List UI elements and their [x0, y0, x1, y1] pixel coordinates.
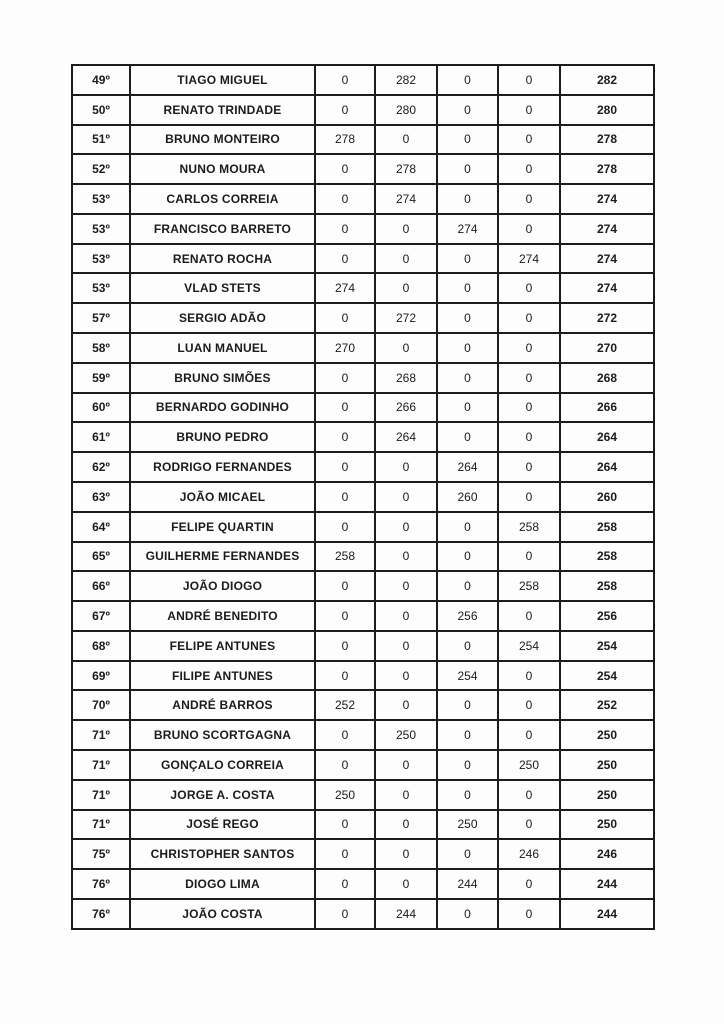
- rank-cell: 61º: [72, 422, 130, 452]
- score-4-cell: 0: [498, 601, 560, 631]
- total-cell: 258: [560, 542, 654, 572]
- table-row: [72, 125, 654, 155]
- score-2-cell: 0: [375, 452, 437, 482]
- table-row: [72, 422, 654, 452]
- score-3-cell: 0: [437, 631, 498, 661]
- score-2-cell: 282: [375, 65, 437, 95]
- score-1-cell: 0: [315, 422, 375, 452]
- score-1-cell: 0: [315, 661, 375, 691]
- score-2-cell: 0: [375, 810, 437, 840]
- score-3-cell: 0: [437, 780, 498, 810]
- score-4-cell: 0: [498, 393, 560, 423]
- score-1-cell: 0: [315, 750, 375, 780]
- score-2-cell: 0: [375, 780, 437, 810]
- ranking-table-body: [72, 65, 654, 929]
- name-cell: BRUNO PEDRO: [130, 422, 315, 452]
- score-4-cell: 0: [498, 542, 560, 572]
- score-3-cell: 0: [437, 65, 498, 95]
- score-1-cell: 0: [315, 631, 375, 661]
- table-row: [72, 452, 654, 482]
- table-row: [72, 542, 654, 572]
- rank-cell: 53º: [72, 244, 130, 274]
- score-1-cell: 0: [315, 452, 375, 482]
- rank-cell: 66º: [72, 571, 130, 601]
- score-1-cell: 0: [315, 303, 375, 333]
- table-row: [72, 780, 654, 810]
- score-3-cell: 0: [437, 720, 498, 750]
- rank-cell: 52º: [72, 154, 130, 184]
- rank-cell: 64º: [72, 512, 130, 542]
- score-2-cell: 0: [375, 839, 437, 869]
- score-4-cell: 0: [498, 720, 560, 750]
- score-2-cell: 0: [375, 750, 437, 780]
- name-cell: RODRIGO FERNANDES: [130, 452, 315, 482]
- score-3-cell: 0: [437, 750, 498, 780]
- score-1-cell: 0: [315, 571, 375, 601]
- total-cell: 278: [560, 154, 654, 184]
- score-3-cell: 0: [437, 244, 498, 274]
- score-2-cell: 0: [375, 482, 437, 512]
- score-4-cell: 258: [498, 571, 560, 601]
- score-4-cell: 0: [498, 452, 560, 482]
- score-3-cell: 0: [437, 303, 498, 333]
- name-cell: BRUNO MONTEIRO: [130, 125, 315, 155]
- rank-cell: 58º: [72, 333, 130, 363]
- total-cell: 274: [560, 244, 654, 274]
- name-cell: GONÇALO CORREIA: [130, 750, 315, 780]
- total-cell: 250: [560, 720, 654, 750]
- score-4-cell: 0: [498, 65, 560, 95]
- name-cell: FELIPE ANTUNES: [130, 631, 315, 661]
- name-cell: FRANCISCO BARRETO: [130, 214, 315, 244]
- rank-cell: 59º: [72, 363, 130, 393]
- name-cell: ANDRÉ BENEDITO: [130, 601, 315, 631]
- score-4-cell: 0: [498, 273, 560, 303]
- score-1-cell: 270: [315, 333, 375, 363]
- table-row: [72, 363, 654, 393]
- rank-cell: 75º: [72, 839, 130, 869]
- rank-cell: 71º: [72, 780, 130, 810]
- score-4-cell: 0: [498, 154, 560, 184]
- total-cell: 254: [560, 631, 654, 661]
- score-2-cell: 0: [375, 512, 437, 542]
- score-4-cell: 0: [498, 95, 560, 125]
- score-2-cell: 0: [375, 631, 437, 661]
- score-2-cell: 0: [375, 333, 437, 363]
- total-cell: 266: [560, 393, 654, 423]
- total-cell: 254: [560, 661, 654, 691]
- score-2-cell: 250: [375, 720, 437, 750]
- name-cell: FELIPE QUARTIN: [130, 512, 315, 542]
- total-cell: 252: [560, 690, 654, 720]
- name-cell: DIOGO LIMA: [130, 869, 315, 899]
- score-4-cell: 0: [498, 661, 560, 691]
- score-2-cell: 0: [375, 273, 437, 303]
- name-cell: RENATO TRINDADE: [130, 95, 315, 125]
- total-cell: 244: [560, 869, 654, 899]
- total-cell: 272: [560, 303, 654, 333]
- total-cell: 250: [560, 810, 654, 840]
- score-1-cell: 0: [315, 95, 375, 125]
- ranking-table: [71, 64, 655, 930]
- score-1-cell: 0: [315, 512, 375, 542]
- score-2-cell: 0: [375, 244, 437, 274]
- name-cell: NUNO MOURA: [130, 154, 315, 184]
- score-3-cell: 254: [437, 661, 498, 691]
- total-cell: 246: [560, 839, 654, 869]
- score-2-cell: 0: [375, 869, 437, 899]
- table-row: [72, 95, 654, 125]
- table-row: [72, 333, 654, 363]
- rank-cell: 62º: [72, 452, 130, 482]
- score-4-cell: 0: [498, 422, 560, 452]
- name-cell: JOÃO DIOGO: [130, 571, 315, 601]
- total-cell: 258: [560, 571, 654, 601]
- total-cell: 244: [560, 899, 654, 929]
- score-4-cell: 0: [498, 214, 560, 244]
- rank-cell: 67º: [72, 601, 130, 631]
- rank-cell: 57º: [72, 303, 130, 333]
- score-1-cell: 0: [315, 154, 375, 184]
- score-2-cell: 278: [375, 154, 437, 184]
- score-3-cell: 0: [437, 273, 498, 303]
- rank-cell: 53º: [72, 184, 130, 214]
- total-cell: 278: [560, 125, 654, 155]
- table-row: [72, 720, 654, 750]
- table-row: [72, 899, 654, 929]
- table-row: [72, 810, 654, 840]
- score-4-cell: 0: [498, 125, 560, 155]
- score-4-cell: 0: [498, 482, 560, 512]
- rank-cell: 69º: [72, 661, 130, 691]
- name-cell: JOÃO COSTA: [130, 899, 315, 929]
- score-1-cell: 274: [315, 273, 375, 303]
- rank-cell: 51º: [72, 125, 130, 155]
- score-1-cell: 0: [315, 810, 375, 840]
- total-cell: 260: [560, 482, 654, 512]
- score-2-cell: 0: [375, 214, 437, 244]
- score-3-cell: 0: [437, 154, 498, 184]
- name-cell: RENATO ROCHA: [130, 244, 315, 274]
- rank-cell: 49º: [72, 65, 130, 95]
- total-cell: 280: [560, 95, 654, 125]
- rank-cell: 68º: [72, 631, 130, 661]
- score-1-cell: 278: [315, 125, 375, 155]
- rank-cell: 71º: [72, 720, 130, 750]
- score-3-cell: 256: [437, 601, 498, 631]
- total-cell: 264: [560, 422, 654, 452]
- rank-cell: 53º: [72, 214, 130, 244]
- score-3-cell: 264: [437, 452, 498, 482]
- name-cell: JOSÉ REGO: [130, 810, 315, 840]
- rank-cell: 53º: [72, 273, 130, 303]
- name-cell: BRUNO SCORTGAGNA: [130, 720, 315, 750]
- table-row: [72, 273, 654, 303]
- score-3-cell: 0: [437, 422, 498, 452]
- score-1-cell: 0: [315, 482, 375, 512]
- name-cell: CARLOS CORREIA: [130, 184, 315, 214]
- total-cell: 274: [560, 273, 654, 303]
- score-4-cell: 0: [498, 303, 560, 333]
- score-2-cell: 0: [375, 571, 437, 601]
- score-1-cell: 0: [315, 363, 375, 393]
- total-cell: 274: [560, 214, 654, 244]
- total-cell: 274: [560, 184, 654, 214]
- table-row: [72, 869, 654, 899]
- score-3-cell: 0: [437, 393, 498, 423]
- score-3-cell: 250: [437, 810, 498, 840]
- name-cell: FILIPE ANTUNES: [130, 661, 315, 691]
- score-4-cell: 0: [498, 780, 560, 810]
- score-4-cell: 250: [498, 750, 560, 780]
- score-1-cell: 0: [315, 601, 375, 631]
- score-4-cell: 258: [498, 512, 560, 542]
- rank-cell: 76º: [72, 869, 130, 899]
- table-row: [72, 393, 654, 423]
- score-3-cell: 274: [437, 214, 498, 244]
- score-2-cell: 266: [375, 393, 437, 423]
- score-2-cell: 280: [375, 95, 437, 125]
- total-cell: 250: [560, 750, 654, 780]
- score-1-cell: 0: [315, 720, 375, 750]
- score-3-cell: 260: [437, 482, 498, 512]
- name-cell: JOÃO MICAEL: [130, 482, 315, 512]
- score-1-cell: 258: [315, 542, 375, 572]
- table-row: [72, 601, 654, 631]
- score-3-cell: 0: [437, 899, 498, 929]
- score-3-cell: 0: [437, 690, 498, 720]
- score-3-cell: 0: [437, 95, 498, 125]
- score-3-cell: 0: [437, 839, 498, 869]
- table-row: [72, 839, 654, 869]
- score-4-cell: 0: [498, 869, 560, 899]
- score-1-cell: 250: [315, 780, 375, 810]
- score-2-cell: 244: [375, 899, 437, 929]
- score-2-cell: 0: [375, 661, 437, 691]
- score-1-cell: 252: [315, 690, 375, 720]
- rank-cell: 50º: [72, 95, 130, 125]
- score-2-cell: 0: [375, 542, 437, 572]
- table-row: [72, 184, 654, 214]
- score-2-cell: 0: [375, 125, 437, 155]
- rank-cell: 60º: [72, 393, 130, 423]
- rank-cell: 63º: [72, 482, 130, 512]
- total-cell: 270: [560, 333, 654, 363]
- total-cell: 264: [560, 452, 654, 482]
- score-1-cell: 0: [315, 184, 375, 214]
- table-row: [72, 571, 654, 601]
- table-row: [72, 750, 654, 780]
- rank-cell: 76º: [72, 899, 130, 929]
- rank-cell: 70º: [72, 690, 130, 720]
- name-cell: GUILHERME FERNANDES: [130, 542, 315, 572]
- score-1-cell: 0: [315, 869, 375, 899]
- score-1-cell: 0: [315, 899, 375, 929]
- name-cell: SERGIO ADÃO: [130, 303, 315, 333]
- score-4-cell: 0: [498, 333, 560, 363]
- name-cell: CHRISTOPHER SANTOS: [130, 839, 315, 869]
- table-row: [72, 214, 654, 244]
- score-4-cell: 0: [498, 810, 560, 840]
- rank-cell: 71º: [72, 750, 130, 780]
- name-cell: VLAD STETS: [130, 273, 315, 303]
- name-cell: ANDRÉ BARROS: [130, 690, 315, 720]
- score-3-cell: 0: [437, 512, 498, 542]
- score-3-cell: 0: [437, 333, 498, 363]
- score-1-cell: 0: [315, 244, 375, 274]
- table-row: [72, 690, 654, 720]
- name-cell: JORGE A. COSTA: [130, 780, 315, 810]
- score-1-cell: 0: [315, 65, 375, 95]
- score-4-cell: 0: [498, 899, 560, 929]
- score-3-cell: 0: [437, 363, 498, 393]
- score-4-cell: 254: [498, 631, 560, 661]
- score-1-cell: 0: [315, 839, 375, 869]
- table-row: [72, 154, 654, 184]
- name-cell: BERNARDO GODINHO: [130, 393, 315, 423]
- score-2-cell: 0: [375, 690, 437, 720]
- score-3-cell: 0: [437, 184, 498, 214]
- score-4-cell: 0: [498, 184, 560, 214]
- score-2-cell: 264: [375, 422, 437, 452]
- score-2-cell: 268: [375, 363, 437, 393]
- table-row: [72, 661, 654, 691]
- score-4-cell: 246: [498, 839, 560, 869]
- table-row: [72, 303, 654, 333]
- total-cell: 282: [560, 65, 654, 95]
- score-1-cell: 0: [315, 393, 375, 423]
- score-4-cell: 0: [498, 690, 560, 720]
- score-4-cell: 0: [498, 363, 560, 393]
- name-cell: TIAGO MIGUEL: [130, 65, 315, 95]
- score-3-cell: 0: [437, 125, 498, 155]
- rank-cell: 65º: [72, 542, 130, 572]
- table-row: [72, 482, 654, 512]
- score-2-cell: 0: [375, 601, 437, 631]
- name-cell: BRUNO SIMÕES: [130, 363, 315, 393]
- score-1-cell: 0: [315, 214, 375, 244]
- score-3-cell: 0: [437, 571, 498, 601]
- total-cell: 268: [560, 363, 654, 393]
- score-2-cell: 274: [375, 184, 437, 214]
- table-row: [72, 512, 654, 542]
- total-cell: 250: [560, 780, 654, 810]
- score-3-cell: 0: [437, 542, 498, 572]
- name-cell: LUAN MANUEL: [130, 333, 315, 363]
- score-3-cell: 244: [437, 869, 498, 899]
- total-cell: 258: [560, 512, 654, 542]
- rank-cell: 71º: [72, 810, 130, 840]
- score-2-cell: 272: [375, 303, 437, 333]
- score-4-cell: 274: [498, 244, 560, 274]
- table-row: [72, 65, 654, 95]
- total-cell: 256: [560, 601, 654, 631]
- table-row: [72, 244, 654, 274]
- table-row: [72, 631, 654, 661]
